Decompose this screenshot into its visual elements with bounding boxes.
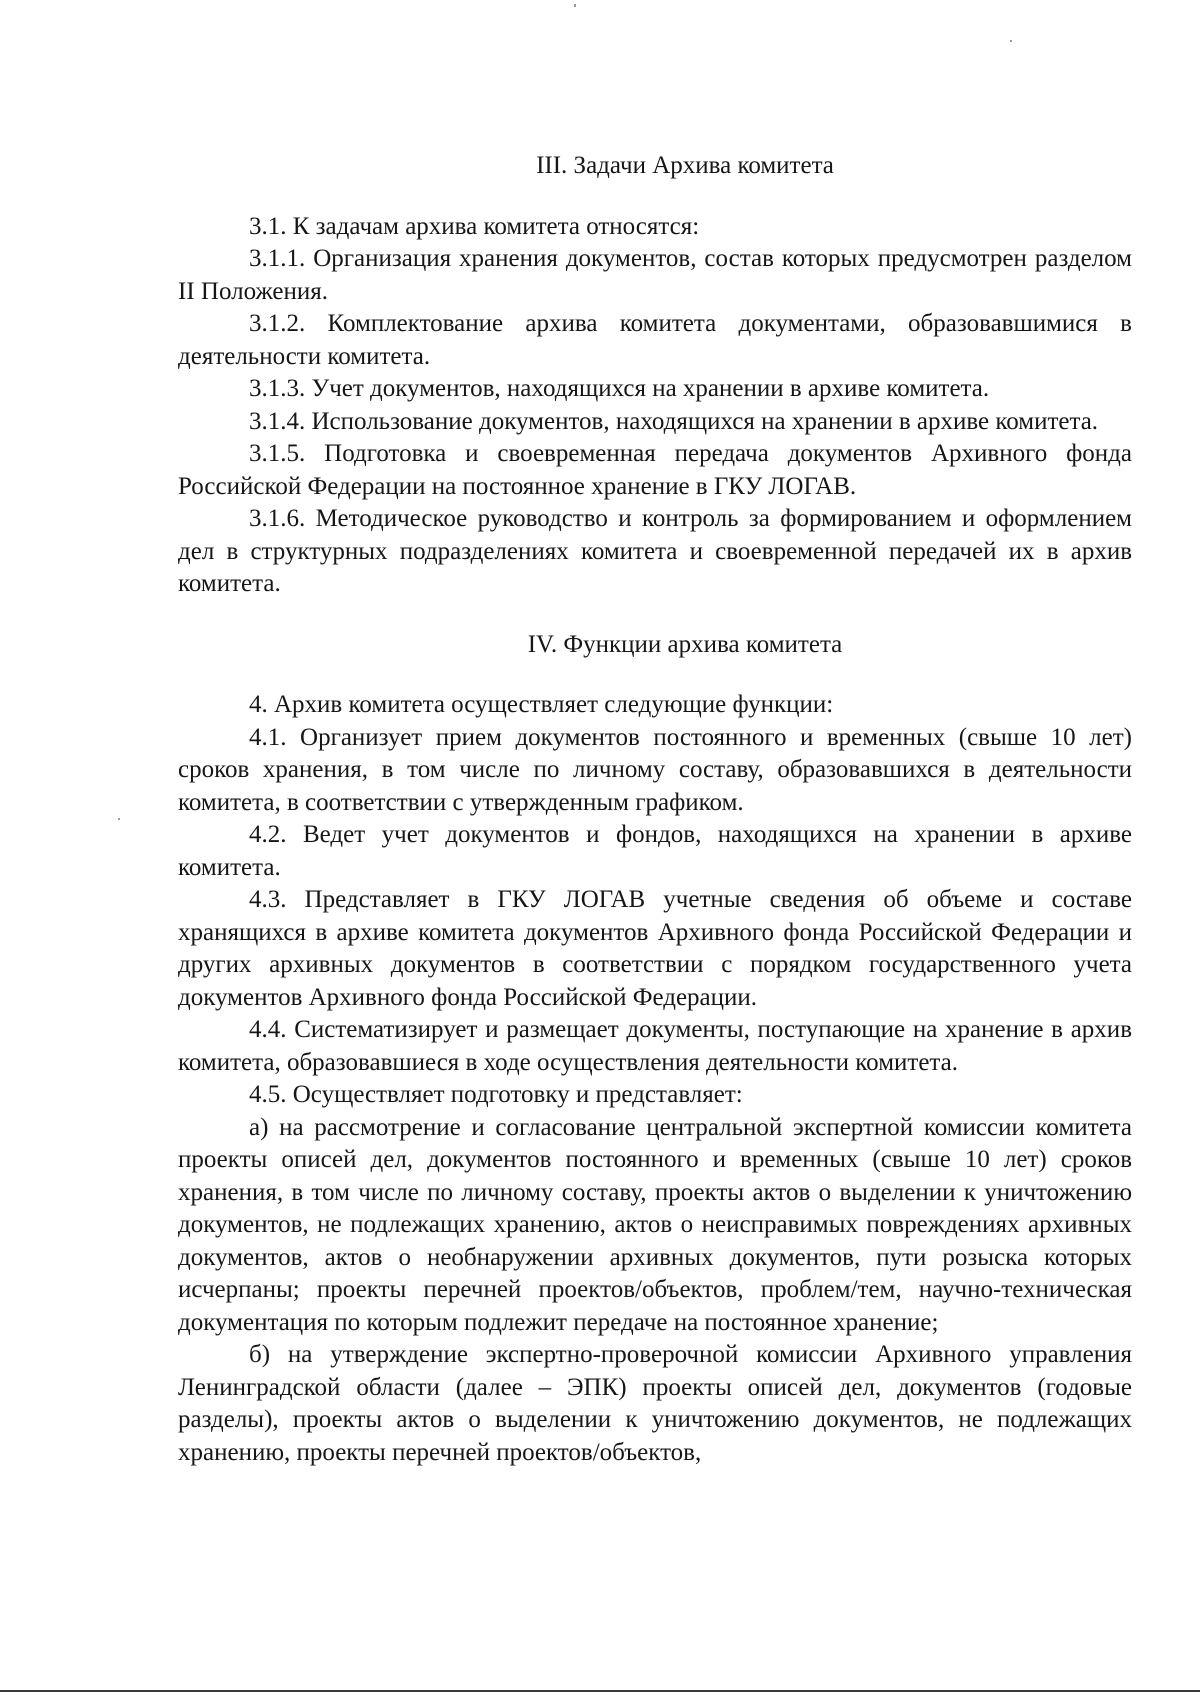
paragraph-3-1-6: 3.1.6. Методическое руководство и контроль за формированием и оформлением дел в структурных подразделениях комитета и своевременной передачей их в архив комитета. — [178, 505, 1132, 597]
paragraph-4-4: 4.4. Систематизирует и размещает документы, поступающие на хранение в архив комитета, образовавшиеся в ходе осуществления деятельности комитета. — [178, 1016, 1132, 1076]
paragraph-4-5-b: б) на утверждение экспертно-проверочной комиссии Архивного управления Ленинградской области (далее – ЭПК) проекты описей дел, документов (годовые разделы), проекты актов о выделении к уничтожению документов, не подлежащих хранению, проекты перечней проектов/объектов, — [178, 1341, 1132, 1466]
paragraph-4-3: 4.3. Представляет в ГКУ ЛОГАВ учетные сведения об объеме и составе хранящихся в архиве комитета документов Архивного фонда Российской Федерации и других архивных документов в соответствии с порядком государственного учета документов Архивного фонда Российской Федерации. — [178, 886, 1132, 1011]
paragraph-4-2: 4.2. Ведет учет документов и фондов, находящихся на хранении в архиве комитета. — [178, 821, 1132, 881]
paragraph-4-5-a: а) на рассмотрение и согласование центральной экспертной комиссии комитета проекты описей дел, документов постоянного и временных (свыше 10 лет) сроков хранения, в том числе по личному составу, проекты актов о выделении к уничтожению документов, не подлежащих хранению, актов о неисправимых повреждениях архивных документов, актов о необнаружении архивных документов, пути розыска которых исчерпаны; проекты перечней проектов/объектов, проблем/тем, научно-техническая документация по которым подлежит передаче на постоянное хранение; — [178, 1113, 1132, 1336]
scan-speck — [118, 818, 120, 820]
paragraph-3-1-2: 3.1.2. Комплектование архива комитета документами, образовавшимися в деятельности комитета. — [178, 310, 1132, 370]
paragraph-3-1-5: 3.1.5. Подготовка и своевременная передача документов Архивного фонда Российской Федерации на постоянное хранение в ГКУ ЛОГАВ. — [178, 440, 1132, 500]
paragraph-3-1-1: 3.1.1. Организация хранения документов, состав которых предусмотрен разделом II Положения. — [178, 245, 1132, 305]
document-body — [178, 150, 1132, 1469]
paragraph-4-5: 4.5. Осуществляет подготовку и представляет: — [249, 1081, 743, 1108]
paragraph-3-1-3: 3.1.3. Учет документов, находящихся на хранении в архиве комитета. — [249, 375, 990, 402]
paragraph-4: 4. Архив комитета осуществляет следующие функции: — [249, 691, 834, 718]
scan-speck — [1010, 40, 1012, 42]
scan-edge-line — [0, 1690, 1200, 1692]
paragraph-3-1-4: 3.1.4. Использование документов, находящихся на хранении в архиве комитета. — [249, 407, 1099, 435]
paragraph-3-1: 3.1. К задачам архива комитета относятся: — [249, 212, 700, 240]
paragraph-4-1: 4.1. Организует прием документов постоянного и временных (свыше 10 лет) сроков хранения, в том числе по личному составу, образовавшихся в деятельности комитета, в соответствии с утвержденным графиком. — [178, 723, 1132, 816]
section-3-title: III. Задачи Архива комитета — [536, 152, 834, 179]
scan-speck — [574, 4, 576, 7]
section-4-title: IV. Функции архива комитета — [527, 630, 843, 658]
